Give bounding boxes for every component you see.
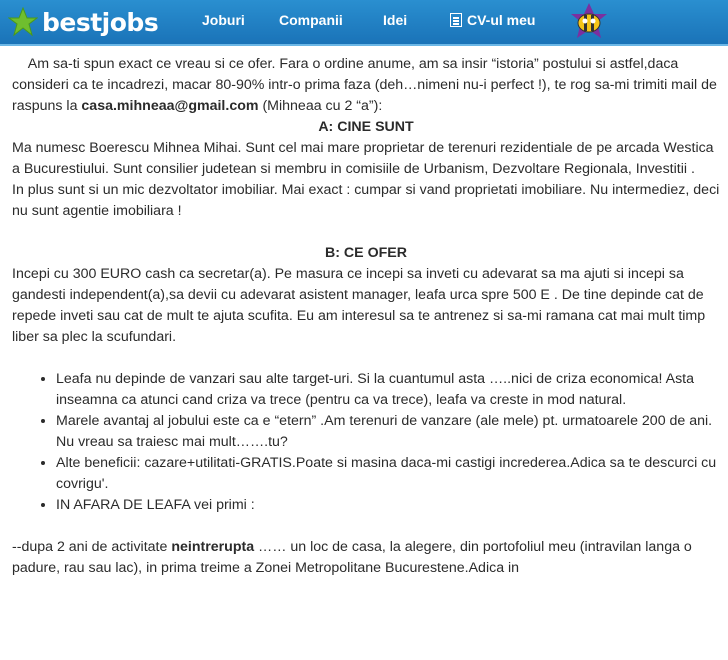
final-paragraph <box>12 537 720 579</box>
nav-idei[interactable]: Idei <box>383 12 408 28</box>
bee-mascot-icon[interactable] <box>568 2 610 42</box>
list-item: • IN AFARA DE LEAFA vei primi : <box>56 495 720 516</box>
list-item: • Alte beneficii: cazare+utilitati-GRATIS.Poate si masina daca-mi castigi increderea.Adica sa te descurci cu covrigu'. <box>56 453 720 495</box>
final-text-pre: --dupa 2 ani de activitate <box>12 539 168 555</box>
final-text-bold: neintrerupta <box>171 539 255 555</box>
intro-paragraph <box>12 54 720 117</box>
section-b-heading: B: CE OFER <box>325 245 407 261</box>
top-navigation-bar <box>0 0 728 46</box>
nav-joburi[interactable]: Joburi <box>202 12 245 28</box>
nav-companii[interactable]: Companii <box>279 12 343 28</box>
section-a-paragraph-1: Ma numesc Boerescu Mihnea Mihai. Sunt cel mai mare proprietar de terenuri rezidentiale de pe arcada Westica a Bucurestiului. Sunt consilier judetean si membru in comisiile de Urbanism, Dezvoltare Regionala, Investitii . <box>12 140 714 177</box>
intro-note: (Mihneaa cu 2 “a”): <box>262 98 383 114</box>
list-item: • Marele avantaj al jobului este ca e “etern” .Am terenuri de vanzare (ale mele) pt. urmatoarele 200 de ani. Nu vreau sa traiesc mai mult…….tu? <box>56 411 720 453</box>
bestjobs-logo[interactable] <box>8 4 158 40</box>
logo-text: bestjobs <box>42 7 159 37</box>
job-description <box>12 54 720 579</box>
nav-cv-ul-meu[interactable] <box>450 12 535 28</box>
list-item: • Leafa nu depinde de vanzari sau alte target-uri. Si la cuantumul asta …..nici de criza economica! Asta inseamna ca atunci cand criza va trece (pentru ca va trece), leafa va creste in mod natural. <box>56 369 720 411</box>
final-text-post: …… un loc de casa, la alegere, din portofoliul meu (intravilan langa o padure, rau sau lac), in prima treime a Zonei Metropolitane Bucurestene.Adica in <box>12 539 692 576</box>
section-b-paragraph: Incepi cu 300 EURO cash ca secretar(a). Pe masura ce incepi sa inveti cu adevarat sa ma ajuti si incepi sa gandesti independent(a),sa devii cu adevarat asistent manager, leafa urca spre 500 E . De tine depinde cat de repede inveti sau cat de mult te ajuta scufita. Eu am interesul sa te antrenez si sa-mi ramana cat mai mult timp liber sa plec la scufundari. <box>12 266 706 345</box>
section-a-paragraph-2: In plus sunt si un mic dezvoltator imobiliar. Mai exact : cumpar si vand proprietati imobiliare. Nu intermediez, deci nu sunt agentie imobiliara ! <box>12 182 720 219</box>
nav-cv-label: CV-ul meu <box>467 12 536 28</box>
intro-text: Am sa-ti spun exact ce vreau si ce ofer. Fara o ordine anume, am sa insir “istoria” postului si astfel,daca consideri ca te incadrezi, macar 80-90% intr-o prima faza (deh…nimeni nu-i perfect !), te rog sa-mi trimiti mail de raspuns la <box>12 56 717 114</box>
contact-email-link[interactable]: casa.mihneaa@gmail.com <box>81 98 259 114</box>
document-icon <box>450 13 462 27</box>
benefits-list <box>12 369 720 516</box>
star-icon <box>8 7 38 37</box>
section-a-heading: A: CINE SUNT <box>318 119 414 135</box>
